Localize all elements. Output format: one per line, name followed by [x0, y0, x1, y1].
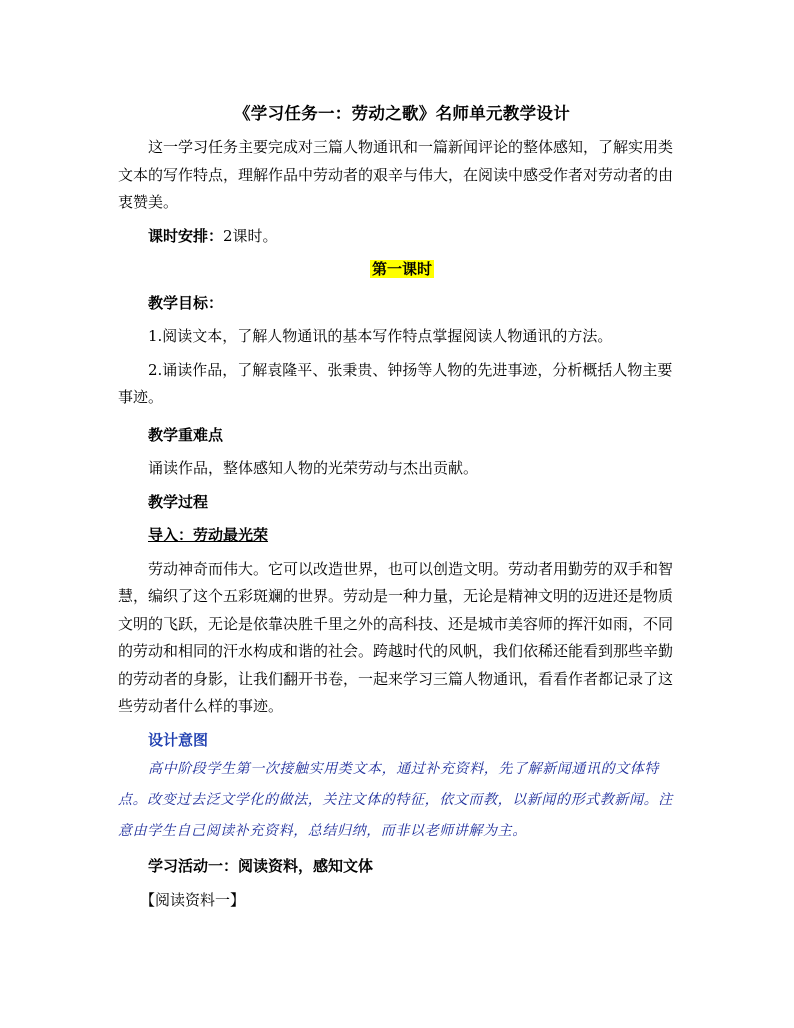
document-title: 《学习任务一：劳动之歌》名师单元教学设计: [234, 104, 570, 123]
process-heading: 教学过程: [148, 492, 209, 511]
intro-paragraph: 这一学习任务主要完成对三篇人物通讯和一篇新闻评论的整体感知，了解实用类文本的写作特点，理解作品中劳动者的艰辛与伟大，在阅读中感受作者对劳动者的由衷赞美。: [118, 138, 674, 211]
intro-heading-line: [118, 522, 686, 550]
lesson-heading-line: [118, 256, 686, 284]
intro-heading: 导入：劳动最光荣: [148, 526, 269, 544]
activity-heading: 学习活动一：阅读资料，感知文体: [148, 857, 374, 875]
document-body: [118, 100, 686, 914]
objective-item-1: 1.阅读文本，了解人物通讯的基本写作特点掌握阅读人物通讯的方法。: [148, 327, 613, 345]
design-intent-heading: 设计意图: [148, 730, 209, 749]
design-intent-text: 高中阶段学生第一次接触实用类文本，通过补充资料，先了解新闻通讯的文体特点。改变过去泛文学化的做法，关注文体的特征，依文而教，以新闻的形式教新闻。注意由学生自己阅读补充资料，总结归纳，而非以老师讲解为主。: [118, 761, 673, 839]
objectives-heading: 教学目标：: [148, 293, 224, 312]
design-intent-heading-line: [118, 727, 686, 755]
schedule-value: 2课时。: [223, 226, 278, 245]
schedule-line: [118, 223, 686, 251]
lesson-heading: 第一课时: [371, 260, 432, 278]
key-points-text: 诵读作品，整体感知人物的光荣劳动与杰出贡献。: [148, 459, 479, 477]
objective-item-2: 2.诵读作品，了解袁隆平、张秉贵、钟扬等人物的先进事迹，分析概括人物主要事迹。: [118, 360, 673, 406]
material-label: 【阅读资料一】: [140, 890, 246, 909]
schedule-label: 课时安排：: [148, 226, 224, 245]
intro-text: 劳动神奇而伟大。它可以改造世界，也可以创造文明。劳动者用勤劳的双手和智慧，编织了这个五彩斑斓的世界。劳动是一种力量，无论是精神文明的迈进还是物质文明的飞跃，无论是依靠决胜千里之外的高科技、还是城市美容师的挥汗如雨，不同的劳动和相同的汗水构成和谐的社会。跨越时代的风帆，我们依稀还能看到那些辛勤的劳动者的身影，让我们翻开书卷，一起来学习三篇人物通讯，看看作者都记录了这些劳动者什么样的事迹。: [118, 559, 674, 715]
key-points-heading: 教学重难点: [148, 425, 224, 444]
